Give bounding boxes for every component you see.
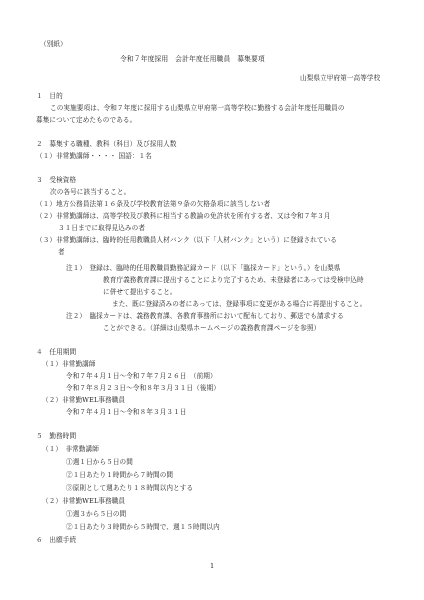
period-second-half: 令和７年８月２３日～令和８年３月３１日（後期） — [66, 384, 220, 392]
note-1-line-4: また、既に登録済みの者にあっては、登録事項に変更がある場合に再提出すること。 — [112, 300, 367, 308]
hours-sub-4: ①週３から５日の間 — [66, 510, 127, 518]
section-2-heading: ２ 募集する職種、教科（科目）及び採用人数 — [36, 140, 177, 148]
section-2-item-1: （１）非常勤講師・・・・ 国語：１名 — [36, 152, 152, 160]
page-number: 1 — [210, 562, 215, 570]
section-3-item-2-line-2: ３１日までに取得見込みの者 — [58, 224, 146, 232]
annex-label: （別紙） — [40, 40, 67, 48]
section-4-heading: ４ 任用期間 — [36, 348, 77, 356]
note-2-line-1: 注２） 臨採カードは、義務教育課、各教育事務所において配布しており、郵送でも請求する — [66, 312, 344, 320]
hours-sub-5: ②１日あたり３時間から５時間で、週１５時間以内 — [66, 523, 220, 531]
note-2-line-2: ことができる。（詳細は山梨県ホームページの義務教育課ページを参照） — [103, 324, 321, 332]
section-3-intro: 次の各号に該当すること。 — [50, 188, 131, 196]
note-1-line-2: 教育庁義務教育課に提出することにより完了するため、未登録者にあっては受検申込時 — [103, 276, 364, 284]
section-3-item-1: （１）地方公務員法第１６条及び学校教育法第９条の欠格条項に該当しない者 — [36, 200, 271, 208]
school-name: 山梨県立甲府第一高等学校 — [300, 74, 381, 82]
section-6-heading: ６ 出願手続 — [36, 536, 77, 544]
hours-sub-2: ②１日あたり１時間から７時間の間 — [66, 471, 174, 479]
section-3-item-3-line-1: （３）非常勤講師は、臨時的任用教職員人材バンク（以下「人材バンク」という）に登録されている — [36, 236, 337, 244]
section-1-body-line-2: 募集について定めたものである。 — [36, 116, 137, 124]
hours-sub-1: ①週１日から５日の間 — [66, 458, 133, 466]
section-5-item-1: （１） 非常勤講師 — [42, 445, 99, 453]
document-title: 令和７年度採用 会計年度任用職員 募集要項 — [120, 55, 265, 63]
section-1-heading: １ 目的 — [36, 92, 63, 100]
section-3-heading: ３ 受検資格 — [36, 176, 77, 184]
hours-sub-3: ③原則として週あたり１８時間以内とする — [66, 484, 194, 492]
section-3-item-2-line-1: （２）非常勤講師は、高等学校及び教科に相当する教論の免許状を所有する者、又は令和７年３月 — [36, 212, 331, 220]
note-1-line-3: に併せて提出すること。 — [103, 288, 177, 296]
section-5-item-2: （２）非常勤WEL事務職員 — [42, 497, 126, 505]
period-first-half: 令和７年４月１日～令和７年７月２６日 （前期） — [66, 372, 217, 380]
section-4-item-1: （１）非常勤講師 — [42, 360, 96, 368]
section-5-heading: ５ 勤務時間 — [36, 432, 77, 440]
section-4-item-2: （２）非常勤WEL事務職員 — [42, 396, 126, 404]
note-1-line-1: 注１） 登録は、臨時的任用教職員勤務記録カード（以下「臨採カード」という。）を山梨県 — [66, 264, 341, 272]
section-1-body-line-1: この実施要項は、令和７年度に採用する山梨県立甲府第一高等学校に勤務する会計年度任用職員の — [50, 104, 345, 112]
period-wel: 令和７年４月１日～令和８年３月３１日 — [66, 408, 187, 416]
section-3-item-3-line-2: 者 — [58, 248, 65, 256]
